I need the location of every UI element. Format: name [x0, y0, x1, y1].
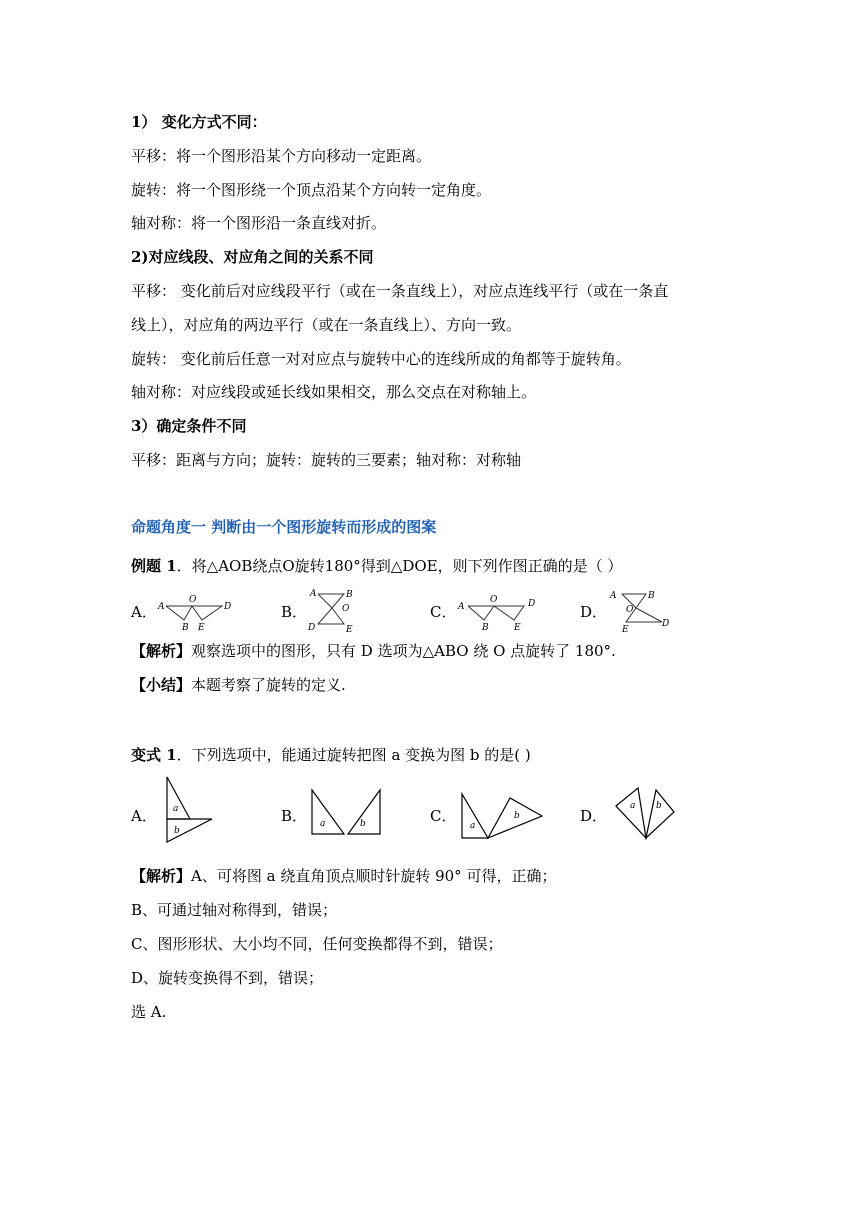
- svg-text:A: A: [458, 602, 465, 612]
- text-rotation-def: 旋转：将一个图形绕一个顶点沿某个方向转一定角度。: [131, 181, 492, 199]
- variant1-answer: 选 A.: [131, 1003, 167, 1021]
- variant1-text: ．下列选项中，能通过旋转把图 a 变换为图 b 的是( ): [176, 746, 531, 764]
- svg-text:D: D: [662, 619, 670, 629]
- example1-analysis-label: 【解析】: [131, 642, 192, 660]
- svg-text:E: E: [346, 625, 353, 635]
- svg-text:D: D: [308, 623, 316, 633]
- variant1-label: 变式 1: [131, 746, 177, 764]
- variant1-option-c-label: C．: [430, 807, 457, 825]
- svg-text:A: A: [310, 589, 317, 599]
- example1-summary: [131, 675, 346, 695]
- variant1-option-c-figure: [458, 788, 546, 842]
- svg-text:b: b: [174, 826, 180, 836]
- text-rotation-relation: 旋转： 变化前后任意一对对应点与旋转中心的连线所成的角都等于旋转角。: [131, 350, 631, 368]
- variant1-option-b-label: B．: [281, 807, 308, 825]
- variant1-analysis-label: 【解析】: [131, 867, 192, 885]
- variant1-option-b-figure: [308, 786, 384, 838]
- example1-option-a-figure: [156, 592, 236, 632]
- svg-text:a: a: [320, 819, 326, 829]
- example1-question: [131, 556, 622, 576]
- text-translation-relation-2: 线上），对应角的两边平行（或在一条直线上）、方向一致。: [131, 316, 522, 334]
- heading-conditions: 3）确定条件不同: [131, 417, 247, 435]
- svg-text:a: a: [470, 821, 476, 831]
- svg-text:A: A: [158, 602, 165, 612]
- svg-text:b: b: [360, 819, 366, 829]
- svg-text:D: D: [224, 602, 232, 612]
- svg-text:O: O: [626, 605, 634, 615]
- variant1-analysis-1: [131, 866, 556, 886]
- text-conditions: 平移：距离与方向；旋转：旋转的三要素；轴对称：对称轴: [131, 451, 522, 469]
- svg-text:A: A: [610, 591, 617, 601]
- example1-summary-label: 【小结】: [131, 676, 192, 694]
- example1-option-d-label: D．: [580, 603, 608, 621]
- svg-text:B: B: [346, 590, 353, 600]
- variant1-analysis-b: B、可通过轴对称得到，错误；: [131, 901, 338, 919]
- svg-text:B: B: [648, 591, 655, 601]
- example1-option-c-label: C．: [430, 603, 457, 621]
- svg-text:O: O: [189, 595, 197, 605]
- variant1-option-d-label: D．: [580, 807, 608, 825]
- variant1-analysis-a: A、可将图 a 绕直角顶点顺时针旋转 90° 可得，正确；: [191, 867, 557, 885]
- variant1-option-d-figure: [610, 782, 680, 842]
- example1-option-a-label: A．: [131, 603, 157, 621]
- example1-label: 例题 1: [131, 557, 177, 575]
- heading-correspondence: 2)对应线段、对应角之间的关系不同: [131, 248, 374, 266]
- svg-text:E: E: [514, 623, 521, 632]
- svg-text:E: E: [622, 625, 629, 635]
- example1-analysis: [131, 641, 616, 661]
- example1-text: ．将△AOB绕点O旋转180°得到△DOE，则下列作图正确的是（ ）: [176, 557, 623, 575]
- variant1-analysis-d: D、旋转变换得不到，错误；: [131, 969, 324, 987]
- text-reflection-relation: 轴对称：对应线段或延长线如果相交，那么交点在对称轴上。: [131, 383, 537, 401]
- svg-text:b: b: [656, 801, 662, 811]
- svg-text:a: a: [630, 801, 636, 811]
- svg-text:O: O: [342, 604, 350, 614]
- variant1-option-a-figure: [162, 774, 218, 846]
- heading-change-method: 1） 变化方式不同：: [131, 113, 267, 131]
- example1-option-b-figure: [304, 586, 364, 636]
- svg-text:B: B: [482, 623, 489, 632]
- svg-text:O: O: [490, 595, 498, 605]
- variant1-option-a-label: A．: [131, 807, 157, 825]
- example1-option-b-label: B．: [281, 603, 308, 621]
- topic-title: 命题角度一 判断由一个图形旋转而形成的图案: [131, 518, 437, 536]
- svg-text:E: E: [198, 623, 205, 632]
- text-translation-relation-1: 平移： 变化前后对应线段平行（或在一条直线上），对应点连线平行（或在一条直: [131, 282, 669, 300]
- example1-summary-text: 本题考察了旋转的定义.: [191, 676, 346, 694]
- svg-text:b: b: [514, 811, 520, 821]
- example1-option-c-figure: [454, 592, 544, 632]
- text-translation-def: 平移：将一个图形沿某个方向移动一定距离。: [131, 147, 432, 165]
- variant1-question: [131, 745, 531, 765]
- svg-text:B: B: [182, 623, 189, 632]
- svg-text:D: D: [528, 599, 536, 609]
- example1-analysis-text: 观察选项中的图形，只有 D 选项为△ABO 绕 O 点旋转了 180°.: [191, 642, 616, 660]
- example1-option-d-figure: [606, 586, 676, 636]
- variant1-analysis-c: C、图形形状、大小均不同，任何变换都得不到，错误；: [131, 935, 503, 953]
- text-reflection-def: 轴对称：将一个图形沿一条直线对折。: [131, 214, 387, 232]
- svg-text:a: a: [173, 804, 179, 814]
